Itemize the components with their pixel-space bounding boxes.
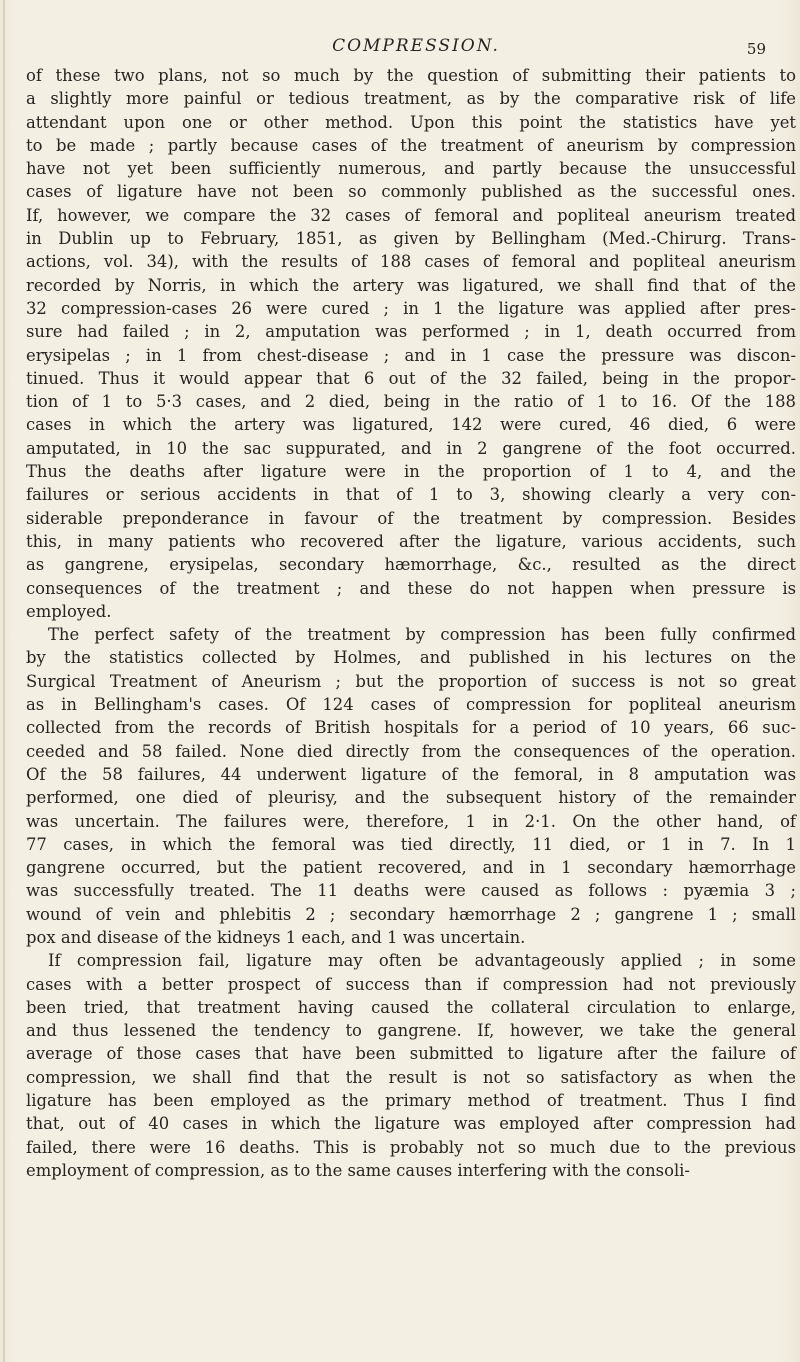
text-line: If, however, we compare the 32 cases of femoral and popliteal aneurism treated bbox=[26, 205, 796, 225]
binding-gutter bbox=[3, 0, 5, 1362]
text-line: Thus the deaths after ligature were in the proportion of 1 to 4, and the bbox=[26, 462, 796, 482]
text-line: failed, there were 16 deaths. This is probably not so much due to the previous bbox=[26, 1137, 796, 1157]
text-line: attendant upon one or other method. Upon this point the statistics have yet bbox=[26, 112, 796, 132]
text-line: ligature has been employed as the primary method of treatment. Thus I find bbox=[26, 1091, 796, 1111]
text-line: cases with a better prospect of success than if compression had not previously bbox=[26, 974, 796, 994]
text-line: to be made ; partly because cases of the treatment of aneurism by compression bbox=[26, 135, 796, 155]
text-line: consequences of the treatment ; and these do not happen when pressure is bbox=[26, 578, 796, 598]
text-line: performed, one died of pleurisy, and the subsequent history of the remainder bbox=[26, 788, 796, 808]
running-title: COMPRESSION. bbox=[332, 36, 500, 56]
text-line: in Dublin up to February, 1851, as given by Bellingham (Med.-Chirurg. Trans- bbox=[26, 229, 796, 249]
text-line: wound of vein and phlebitis 2 ; secondary hæmorrhage 2 ; gangrene 1 ; small bbox=[26, 904, 796, 924]
text-line: average of those cases that have been submitted to ligature after the failure of bbox=[26, 1044, 796, 1064]
text-line: amputated, in 10 the sac suppurated, and in 2 gangrene of the foot occurred. bbox=[26, 438, 796, 458]
text-line: actions, vol. 34), with the results of 188 cases of femoral and popliteal aneurism bbox=[26, 252, 796, 272]
text-line: been tried, that treatment having caused the collateral circulation to enlarge, bbox=[26, 997, 796, 1017]
text-line: Surgical Treatment of Aneurism ; but the proportion of success is not so great bbox=[26, 671, 796, 691]
text-line: was successfully treated. The 11 deaths were caused as follows : pyæmia 3 ; bbox=[26, 881, 796, 901]
text-line: by the statistics collected by Holmes, and published in his lectures on the bbox=[26, 648, 796, 668]
text-line: that, out of 40 cases in which the ligature was employed after compression had bbox=[26, 1114, 796, 1134]
text-line: tinued. Thus it would appear that 6 out of the 32 failed, being in the propor- bbox=[26, 368, 796, 388]
text-line: employed. bbox=[26, 601, 112, 621]
text-line: was uncertain. The failures were, therefore, 1 in 2·1. On the other hand, of bbox=[26, 811, 796, 831]
text-line: as in Bellingham's cases. Of 124 cases of compression for popliteal aneurism bbox=[26, 695, 796, 715]
text-line: a slightly more painful or tedious treatment, as by the comparative risk of life bbox=[26, 89, 796, 109]
paragraph bbox=[26, 64, 796, 623]
text-line: have not yet been sufficiently numerous, and partly because the unsuccessful bbox=[26, 159, 796, 179]
text-line: gangrene occurred, but the patient recovered, and in 1 secondary hæmorrhage bbox=[26, 858, 796, 878]
paragraph bbox=[26, 623, 796, 949]
text-line: collected from the records of British hospitals for a period of 10 years, 66 suc- bbox=[26, 718, 796, 738]
page-header bbox=[60, 36, 772, 62]
text-line: compression, we shall find that the result is not so satisfactory as when the bbox=[26, 1067, 796, 1087]
text-line: tion of 1 to 5·3 cases, and 2 died, being in the ratio of 1 to 16. Of the 188 bbox=[26, 392, 796, 412]
page-number: 59 bbox=[746, 40, 766, 58]
text-line: 77 cases, in which the femoral was tied directly, 11 died, or 1 in 7. In 1 bbox=[26, 834, 796, 854]
text-line: cases in which the artery was ligatured, 142 were cured, 46 died, 6 were bbox=[26, 415, 796, 435]
text-line: this, in many patients who recovered after the ligature, various accidents, such bbox=[26, 531, 796, 551]
body-text bbox=[26, 64, 796, 1182]
paragraph bbox=[26, 949, 796, 1182]
text-line: If compression fail, ligature may often be advantageously applied ; in some bbox=[48, 951, 796, 971]
text-line: sure had failed ; in 2, amputation was performed ; in 1, death occurred from bbox=[26, 322, 796, 342]
text-line: recorded by Norris, in which the artery was ligatured, we shall find that of the bbox=[26, 275, 796, 295]
text-line: The perfect safety of the treatment by compression has been fully confirmed bbox=[48, 625, 796, 645]
text-line: employment of compression, as to the same causes interfering with the consoli- bbox=[26, 1160, 690, 1180]
text-line: Of the 58 failures, 44 underwent ligature of the femoral, in 8 amputation was bbox=[26, 764, 796, 784]
text-line: pox and disease of the kidneys 1 each, and 1 was uncertain. bbox=[26, 927, 526, 947]
text-line: siderable preponderance in favour of the treatment by compression. Besides bbox=[26, 508, 796, 528]
text-line: erysipelas ; in 1 from chest-disease ; and in 1 case the pressure was discon- bbox=[26, 345, 796, 365]
text-line: failures or serious accidents in that of 1 to 3, showing clearly a very con- bbox=[26, 485, 796, 505]
text-line: as gangrene, erysipelas, secondary hæmorrhage, &c., resulted as the direct bbox=[26, 555, 796, 575]
text-line: 32 compression-cases 26 were cured ; in 1 the ligature was applied after pres- bbox=[26, 298, 796, 318]
text-line: of these two plans, not so much by the question of submitting their patients to bbox=[26, 66, 796, 85]
text-line: ceeded and 58 failed. None died directly from the consequences of the operation. bbox=[26, 741, 796, 761]
text-line: cases of ligature have not been so commonly published as the successful ones. bbox=[26, 182, 796, 202]
text-line: and thus lessened the tendency to gangrene. If, however, we take the general bbox=[26, 1021, 796, 1041]
